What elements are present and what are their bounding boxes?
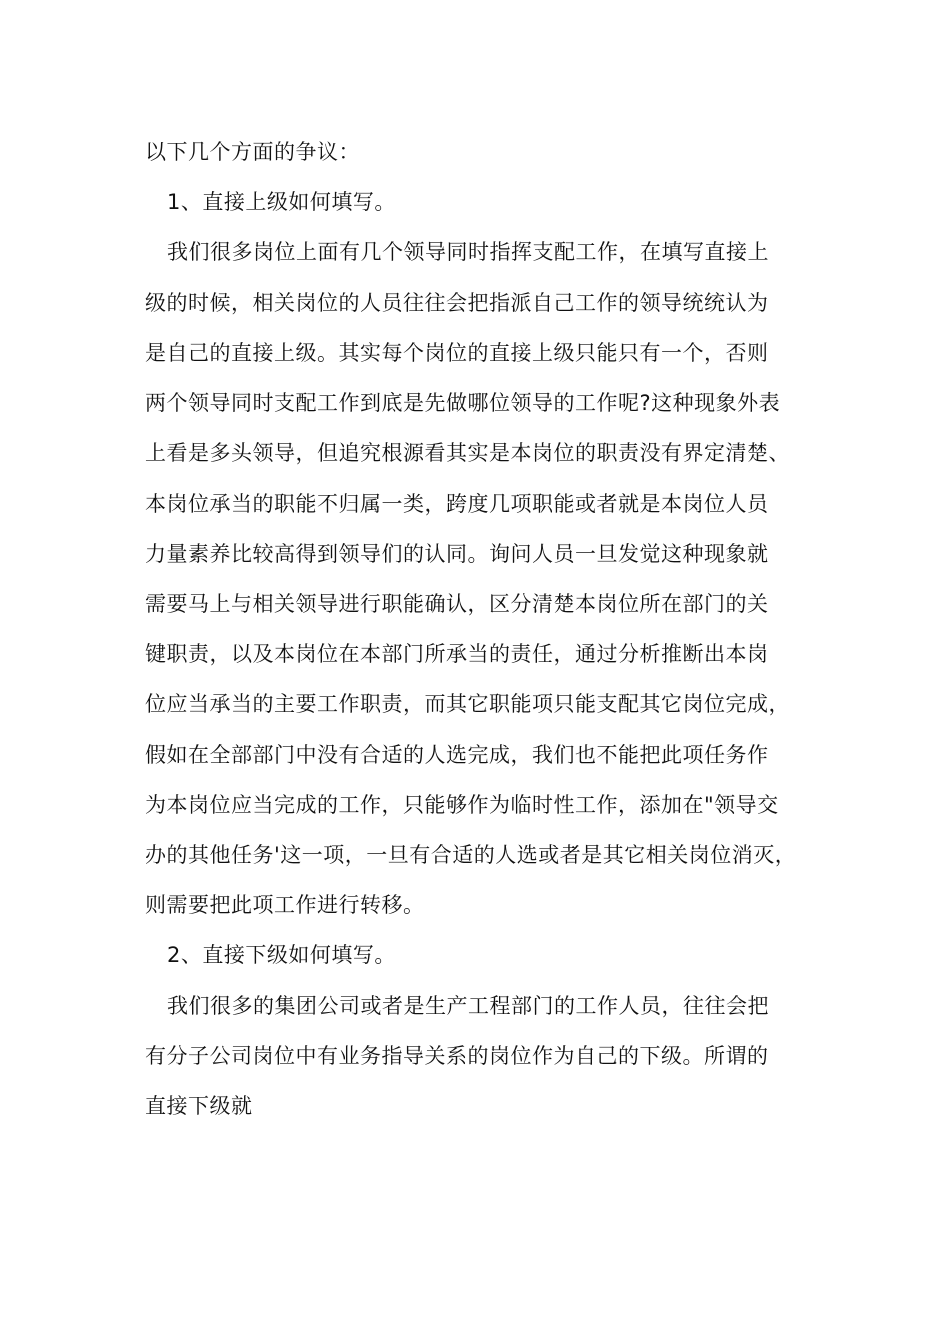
numbered-heading: 1、直接上级如何填写。 — [167, 190, 396, 214]
text-line: 级的时候，相关岗位的人员往往会把指派自己工作的领导统统认为 — [145, 291, 769, 315]
text-line: 我们很多岗位上面有几个领导同时指挥支配工作，在填写直接上 — [167, 240, 769, 264]
text-line: 两个领导同时支配工作到底是先做哪位领导的工作呢?这种现象外表 — [145, 391, 781, 415]
text-line: 直接下级就 — [145, 1094, 253, 1118]
text-line: 位应当承当的主要工作职责，而其它职能项只能支配其它岗位完成， — [145, 692, 790, 716]
text-line: 假如在全部部门中没有合适的人选完成，我们也不能把此项任务作 — [145, 743, 769, 767]
text-line: 需要马上与相关领导进行职能确认，区分清楚本岗位所在部门的关 — [145, 592, 769, 616]
text-line: 键职责，以及本岗位在本部门所承当的责任，通过分析推断出本岗 — [145, 642, 769, 666]
text-line: 为本岗位应当完成的工作，只能够作为临时性工作，添加在"领导交 — [145, 793, 779, 817]
text-line: 本岗位承当的职能不归属一类，跨度几项职能或者就是本岗位人员 — [145, 492, 769, 516]
text-line: 上看是多头领导，但追究根源看其实是本岗位的职责没有界定清楚、 — [145, 441, 790, 465]
text-line: 是自己的直接上级。其实每个岗位的直接上级只能只有一个，否则 — [145, 341, 769, 365]
text-line: 有分子公司岗位中有业务指导关系的岗位作为自己的下级。所谓的 — [145, 1044, 769, 1068]
text-line: 则需要把此项工作进行转移。 — [145, 893, 425, 917]
numbered-heading: 2、直接下级如何填写。 — [167, 943, 396, 967]
text-line: 以下几个方面的争议： — [145, 140, 360, 164]
text-line: 办的其他任务'这一项，一旦有合适的人选或者是其它相关岗位消灭， — [145, 843, 797, 867]
text-line: 我们很多的集团公司或者是生产工程部门的工作人员，往往会把 — [167, 994, 769, 1018]
text-line: 力量素养比较高得到领导们的认同。询问人员一旦发觉这种现象就 — [145, 542, 769, 566]
